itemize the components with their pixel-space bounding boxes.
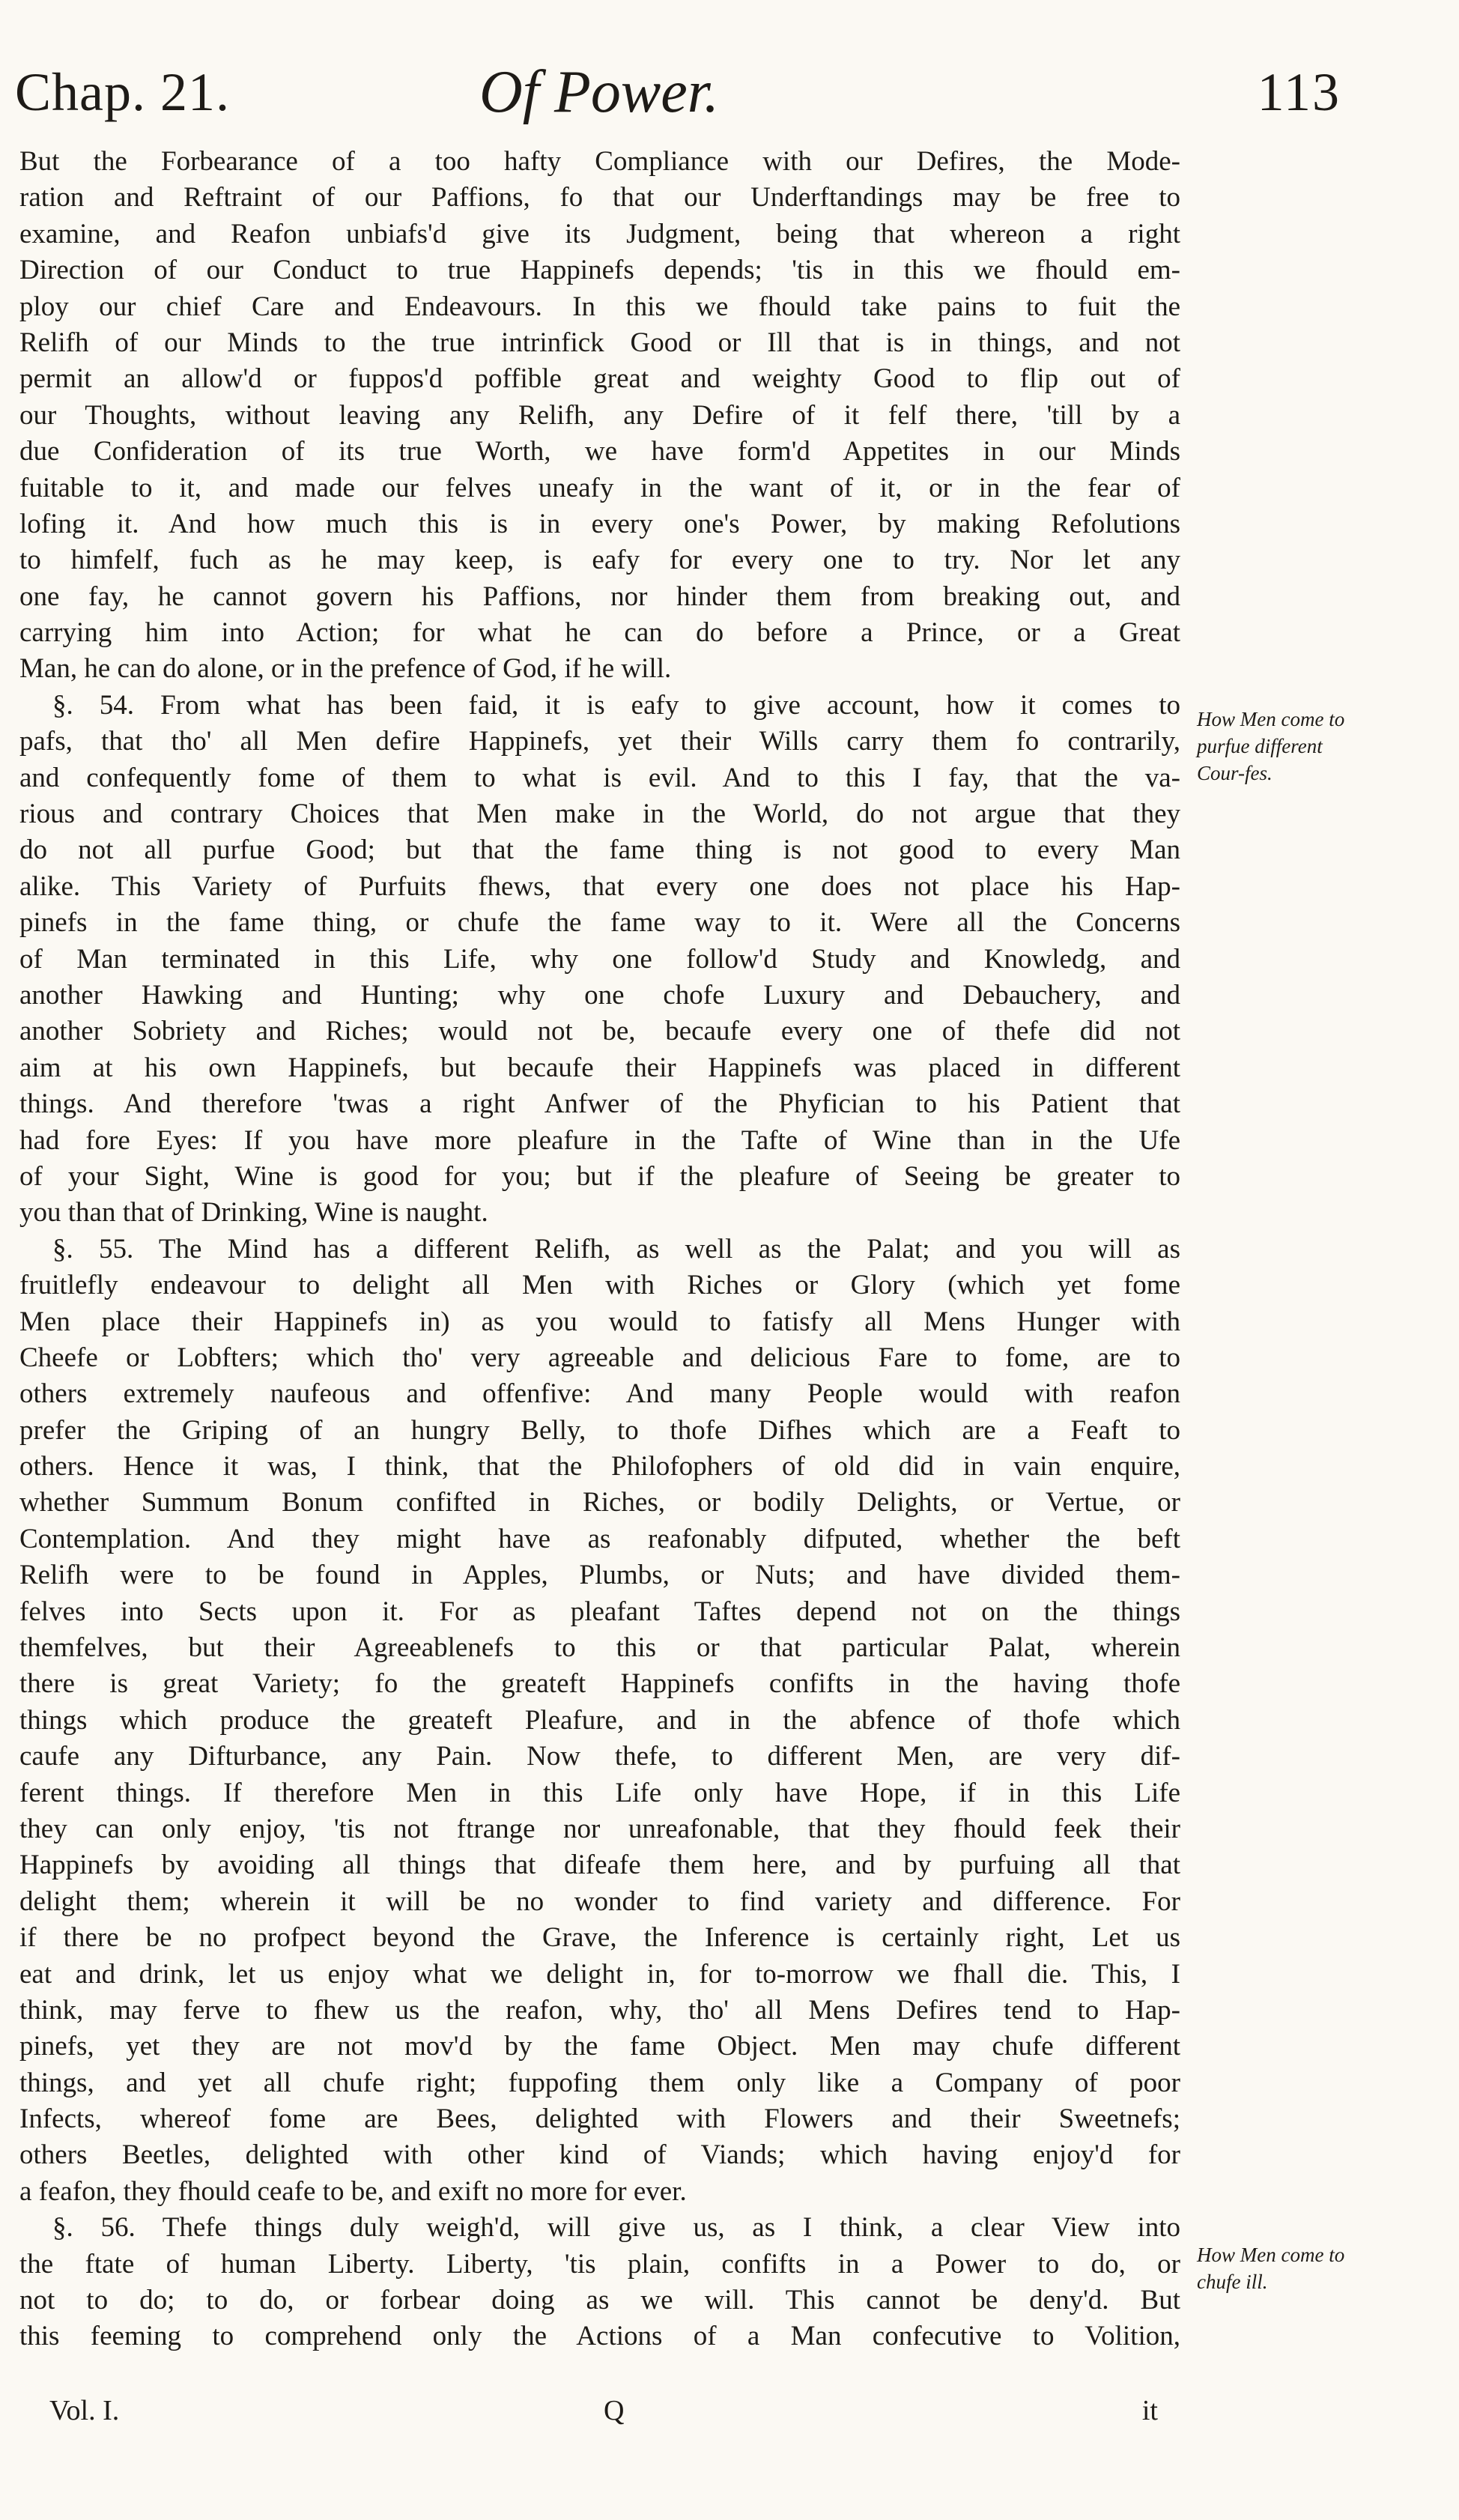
text-line: there is great Variety; fo the greateft Happinefs confifts in the having thofe [19,1668,1180,1700]
margin-note-pursue: How Men come to purfue different Cour-fes. [1197,708,1345,784]
text-line: pafs, that tho' all Men defire Happinefs, yet their Wills carry them fo contrarily, [19,726,1180,757]
text-line: others extremely naufeous and offenfive: And many People would with reafon [19,1378,1180,1410]
text-line: permit an allow'd or fuppos'd poffible great and weighty Good to flip out of [19,363,1180,395]
text-line: Direction of our Conduct to true Happinefs depends; 'tis in this we fhould em- [19,255,1180,286]
text-line: do not all purfue Good; but that the fame thing is not good to every Man [19,835,1180,866]
text-line: ferent things. If therefore Men in this Life only have Hope, if in this Life [19,1777,1180,1808]
running-title: Of Power. [479,59,719,125]
page-footer [49,2394,1158,2439]
text-line: Cheefe or Lobfters; which tho' very agreeable and delicious Fare to fome, are to [19,1342,1180,1373]
text-line: Man, he can do alone, or in the prefence of God, if he will. [19,653,672,685]
text-line: carrying him into Action; for what he can do before a Prince, or a Great [19,617,1180,649]
text-line: another Sobriety and Riches; would not be, becaufe every one of thefe did not [19,1016,1180,1047]
text-line: Relifh were to be found in Apples, Plumbs, or Nuts; and have divided them- [19,1560,1180,1591]
text-line: things which produce the greateft Pleafure, and in the abfence of thofe which [19,1704,1180,1736]
text-line: if there be no profpect beyond the Grave, the Inference is certainly right, Let us [19,1922,1180,1954]
text-line: delight them; wherein it will be no wonder to find variety and difference. For [19,1886,1180,1917]
text-line: they can only enjoy, 'tis not ftrange nor unreafonable, that they fhould feek their [19,1813,1180,1844]
text-line: ration and Reftraint of our Paffions, fo that our Underftandings may be free to [19,182,1180,213]
text-line: whether Summum Bonum confifted in Riches, or bodily Delights, or Vertue, or [19,1487,1180,1518]
text-line: rious and contrary Choices that Men make in the World, do not argue that they [19,799,1180,830]
text-line: Relifh of our Minds to the true intrinfick Good or Ill that is in things, and not [19,327,1180,358]
text-line: prefer the Griping of an hungry Belly, to thofe Difhes which are a Feaft to [19,1414,1180,1446]
text-line: lofing it. And how much this is in every one's Power, by making Refolutions [19,508,1180,539]
text-line: you than that of Drinking, Wine is naught. [19,1197,488,1229]
page-number: 113 [1257,62,1341,122]
text-line: examine, and Reafon unbiafs'd give its Judgment, being that whereon a right [19,218,1180,249]
text-line: §. 56. Thefe things duly weigh'd, will give us, as I think, a clear View into [52,2212,1180,2244]
text-line: pinefs in the fame thing, or chufe the fame way to it. Were all the Concerns [19,907,1180,939]
text-line: things. And therefore 'twas a right Anfwer of the Phyfician to his Patient that [19,1088,1180,1120]
text-line: themfelves, but their Agreeablenefs to this or that particular Palat, wherein [19,1632,1180,1664]
text-line: think, may ferve to fhew us the reafon, why, tho' all Mens Defires tend to Hap- [19,1994,1180,2026]
text-line: eat and drink, let us enjoy what we delight in, for to-morrow we fhall die. This, I [19,1958,1180,1990]
text-line: Contemplation. And they might have as reafonably difputed, whether the beft [19,1523,1180,1554]
text-line: Happinefs by avoiding all things that difeafe them here, and by purfuing all that [19,1850,1180,1881]
chapter-label: Chap. 21. [15,62,230,122]
text-line: our Thoughts, without leaving any Relifh, any Defire of it felf there, 'till by a [19,399,1180,431]
text-line: of Man terminated in this Life, why one follow'd Study and Knowledg, and [19,943,1180,975]
signature-mark: Q [604,2395,625,2426]
volume-label: Vol. I. [49,2395,120,2426]
text-line: pinefs, yet they are not mov'd by the fame Object. Men may chufe different [19,2031,1180,2062]
text-line: a feafon, they fhould ceafe to be, and exift no more for ever. [19,2175,687,2207]
text-line: aim at his own Happinefs, but becaufe their Happinefs was placed in different [19,1052,1180,1083]
text-line: another Hawking and Hunting; why one chofe Luxury and Debauchery, and [19,979,1180,1011]
text-line: felves into Sects upon it. For as pleafant Taftes depend not on the things [19,1596,1180,1627]
margin-note-chuse: How Men come to chufe ill. [1197,2244,1345,2293]
text-line: one fay, he cannot govern his Paffions, nor hinder them from breaking out, and [19,581,1180,612]
text-line: of your Sight, Wine is good for you; but if the pleafure of Seeing be greater to [19,1160,1180,1192]
text-line: and confequently fome of them to what is evil. And to this I fay, that the va- [19,762,1180,793]
text-line: fuitable to it, and made our felves uneafy in the want of it, or in the fear of [19,472,1180,503]
page-header [15,61,1341,144]
text-line: others. Hence it was, I think, that the Philofophers of old did in vain enquire, [19,1451,1180,1482]
text-line: Infects, whereof fome are Bees, delighted with Flowers and their Sweetnefs; [19,2103,1180,2135]
text-line: not to do; to do, or forbear doing as we will. This cannot be deny'd. But [19,2285,1180,2316]
text-line: §. 54. From what has been faid, it is eafy to give account, how it comes to [52,689,1180,721]
text-line: to himfelf, fuch as he may keep, is eafy for every one to try. Nor let any [19,545,1180,576]
text-line: things, and yet all chufe right; fuppofing them only like a Company of poor [19,2067,1180,2098]
text-line: But the Forbearance of a too hafty Compliance with our Defires, the Mode- [19,146,1180,177]
text-line: due Confideration of its true Worth, we have form'd Appetites in our Minds [19,436,1180,467]
text-line: caufe any Difturbance, any Pain. Now thefe, to different Men, are very dif- [19,1741,1180,1772]
text-line: the ftate of human Liberty. Liberty, 'tis plain, confifts in a Power to do, or [19,2248,1180,2280]
text-line: Men place their Happinefs in) as you would to fatisfy all Mens Hunger with [19,1306,1180,1337]
text-line: this feeming to comprehend only the Actions of a Man confecutive to Volition, [19,2321,1180,2352]
text-line: others Beetles, delighted with other kind of Viands; which having enjoy'd for [19,2139,1180,2171]
text-line: alike. This Variety of Purfuits fhews, that every one does not place his Hap- [19,870,1180,902]
text-line: had fore Eyes: If you have more pleafure in the Tafte of Wine than in the Ufe [19,1124,1180,1156]
text-line: fruitlefly endeavour to delight all Men with Riches or Glory (which yet fome [19,1270,1180,1301]
text-line: ploy our chief Care and Endeavours. In this we fhould take pains to fuit the [19,291,1180,322]
body-text [19,144,1180,2355]
text-line: §. 55. The Mind has a different Relifh, as well as the Palat; and you will as [52,1233,1180,1264]
catchword: it [1141,2395,1158,2426]
